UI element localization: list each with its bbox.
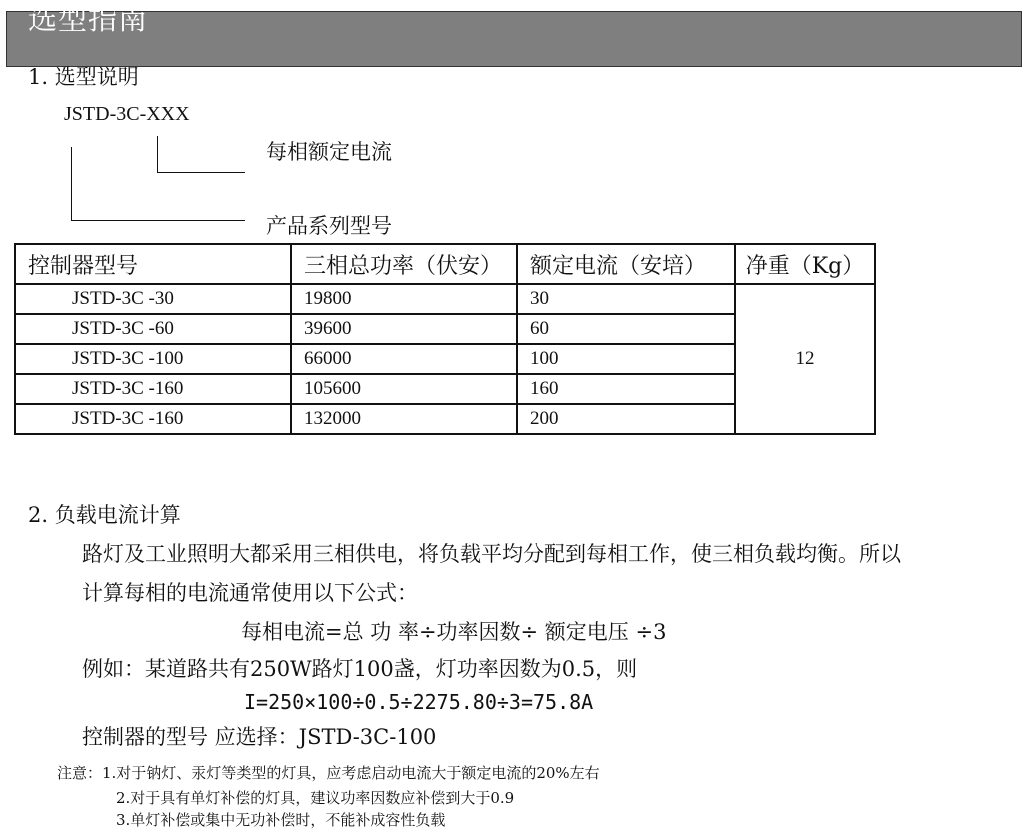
paragraph-line-1: 路灯及工业照明大都采用三相供电，将负载平均分配到每相工作，使三相负载均衡。所以 <box>82 542 901 566</box>
spec-table <box>14 243 876 435</box>
bracket-line-inner-horizontal <box>157 172 245 173</box>
cell-weight: 12 <box>735 284 875 434</box>
cell-current: 60 <box>517 314 735 344</box>
cell-current: 200 <box>517 404 735 434</box>
label-rated-current: 每相额定电流 <box>266 140 392 164</box>
cell-model: JSTD-3C -160 <box>15 374 291 404</box>
cell-power: 105600 <box>291 374 517 404</box>
cell-power: 66000 <box>291 344 517 374</box>
header-model: 控制器型号 <box>15 244 291 284</box>
calculation-line: I=250×100÷0.5÷2275.80÷3=75.8A <box>244 690 594 714</box>
cell-model: JSTD-3C -60 <box>15 314 291 344</box>
note-1: 注意：1.对于钠灯、汞灯等类型的灯具，应考虑启动电流大于额定电流的20%左右 <box>57 764 600 782</box>
section1-title: 1. 选型说明 <box>28 65 139 89</box>
cell-current: 160 <box>517 374 735 404</box>
selection-line: 控制器的型号 应选择：JSTD-3C-100 <box>82 725 437 749</box>
paragraph-line-2: 计算每相的电流通常使用以下公式： <box>82 581 418 605</box>
label-product-series: 产品系列型号 <box>266 214 392 238</box>
cell-current: 100 <box>517 344 735 374</box>
cell-model: JSTD-3C -160 <box>15 404 291 434</box>
header-weight: 净重（Kg） <box>735 244 875 284</box>
cell-current: 30 <box>517 284 735 314</box>
page-title: 选型指南 <box>28 2 149 36</box>
header-power: 三相总功率（伏安） <box>291 244 517 284</box>
bracket-line-inner-vertical <box>157 136 158 173</box>
cell-power: 39600 <box>291 314 517 344</box>
cell-power: 19800 <box>291 284 517 314</box>
model-code: JSTD-3C-XXX <box>64 103 190 125</box>
cell-model: JSTD-3C -30 <box>15 284 291 314</box>
example-line: 例如：某道路共有250W路灯100盏，灯功率因数为0.5，则 <box>82 657 638 681</box>
header-current: 额定电流（安培） <box>517 244 735 284</box>
bracket-line-outer-horizontal <box>71 220 245 221</box>
table-row <box>15 284 875 314</box>
cell-power: 132000 <box>291 404 517 434</box>
section2-title: 2. 负载电流计算 <box>28 503 181 527</box>
header-bar <box>6 11 1022 67</box>
formula: 每相电流=总 功 率÷功率因数÷ 额定电压 ÷3 <box>241 620 667 644</box>
note-3: 3.单灯补偿或集中无功补偿时，不能补成容性负载 <box>116 811 446 829</box>
note-2: 2.对于具有单灯补偿的灯具，建议功率因数应补偿到大于0.9 <box>116 789 515 807</box>
bracket-line-outer-vertical <box>71 147 72 221</box>
cell-model: JSTD-3C -100 <box>15 344 291 374</box>
table-header-row <box>15 244 875 284</box>
